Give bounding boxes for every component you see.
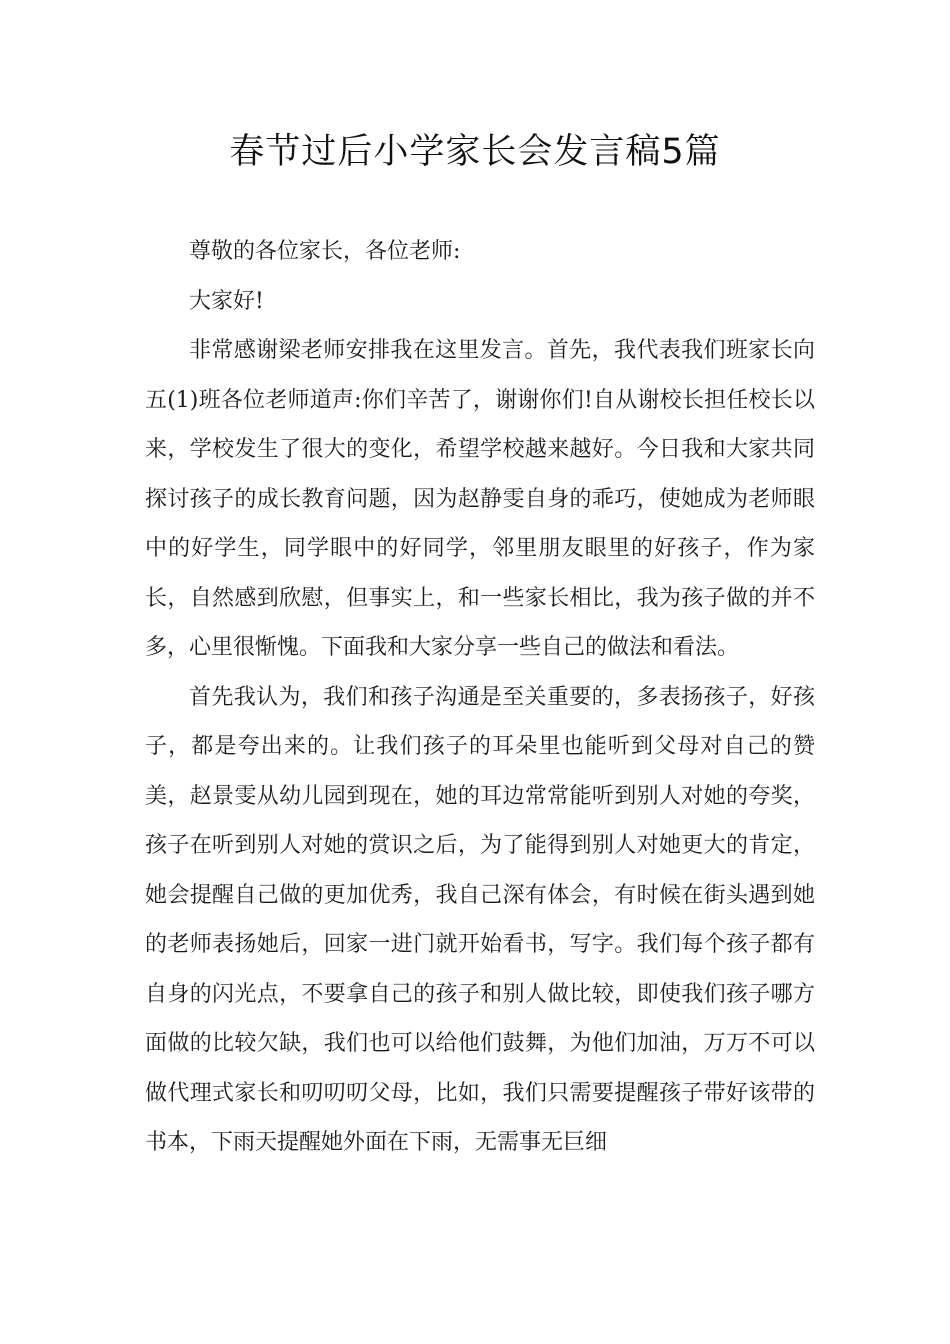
- document-title: 春节过后小学家长会发言稿5篇: [229, 132, 721, 172]
- body-paragraph: 首先我认为，我们和孩子沟通是至关重要的，多表扬孩子，好孩子，都是夸出来的。让我们孩子的耳朵里也能听到父母对自己的赞美，赵景雯从幼儿园到现在，她的耳边常常能听到别人对她的夸奖，孩子在听到别人对她的赏识之后，为了能得到别人对她更大的肯定，她会提醒自己做的更加优秀，我自己深有体会，有时候在街头遇到她的老师表扬她后，回家一进门就开始看书，写字。我们每个孩子都有自身的闪光点，不要拿自己的孩子和别人做比较，即使我们孩子哪方面做的比较欠缺，我们也可以给他们鼓舞，为他们加油，万万不可以做代理式家长和叨叨叨父母，比如，我们只需要提醒孩子带好该带的书本，下雨天提醒她外面在下雨，无需事无巨细: [145, 684, 815, 1155]
- salutation-paragraph: 尊敬的各位家长，各位老师:: [189, 239, 461, 264]
- body-paragraph: 非常感谢梁老师安排我在这里发言。首先，我代表我们班家长向五(1)班各位老师道声:你们辛苦了，谢谢你们!自从谢校长担任校长以来，学校发生了很大的变化，希望学校越来越好。今日我和大家共同探讨孩子的成长教育问题，因为赵静雯自身的乖巧，使她成为老师眼中的好学生，同学眼中的好同学，邻里朋友眼里的好孩子，作为家长，自然感到欣慰，但事实上，和一些家长相比，我为孩子做的并不多，心里很惭愧。下面我和大家分享一些自己的做法和看法。: [145, 338, 815, 660]
- greeting-paragraph: 大家好!: [189, 288, 264, 314]
- document-body: [145, 227, 815, 1168]
